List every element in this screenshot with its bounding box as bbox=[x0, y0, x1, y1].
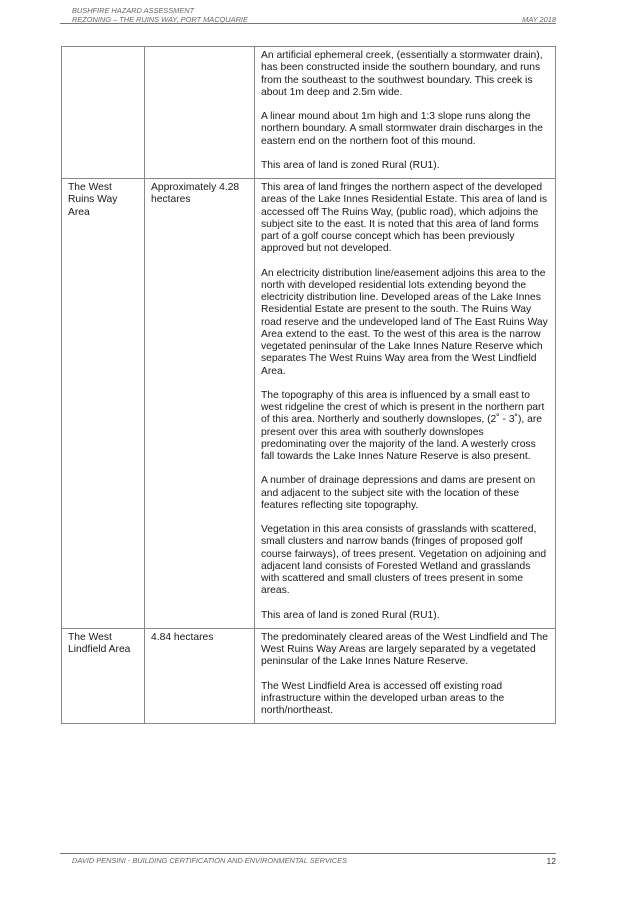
site-description-table bbox=[61, 46, 556, 724]
header-divider bbox=[60, 23, 556, 24]
header-subtitle: REZONING – THE RUINS WAY, PORT MACQUARIE bbox=[72, 15, 248, 24]
size-cell: Approximately 4.28 hectares bbox=[145, 179, 255, 629]
area-cell: The West Ruins Way Area bbox=[62, 179, 145, 629]
description-paragraph: An artificial ephemeral creek, (essentially a stormwater drain), has been constructed inside the southern boundary, and runs from the southeast to the southwest boundary. This creek is about 1m deep and 2.5m wide. bbox=[261, 50, 543, 98]
table-row bbox=[62, 47, 556, 179]
area-cell: The West Lindfield Area bbox=[62, 628, 145, 724]
description-paragraph: The topography of this area is influenced by a small east to west ridgeline the crest of which is present in the northern part of this area. Northerly and southerly downslopes, (2˚ - 3˚), are present over this area with southerly downslopes predominating over the majority of the land. A westerly cross fall towards the Lake Innes Nature Reserve is also present. bbox=[261, 389, 545, 462]
page-footer bbox=[72, 856, 556, 866]
description-paragraph: This area of land is zoned Rural (RU1). bbox=[261, 159, 440, 171]
description-paragraph: An electricity distribution line/easement adjoins this area to the north with developed residential lots extending beyond the electricity distribution line. Developed areas of the Lake Innes Residential Estate are present to the south. The Ruins Way road reserve and the undeveloped land of The East Ruins Way Area extend to the east. To the west of this area is the narrow vegetated peninsular of the Lake Innes Nature Reserve which separates The West Ruins Way area from the West Lindfield Area. bbox=[261, 267, 548, 377]
description-paragraph: This area of land is zoned Rural (RU1). bbox=[261, 609, 440, 621]
description-paragraph: A linear mound about 1m high and 1:3 slope runs along the northern boundary. A small stormwater drain discharges in the eastern end on the northern foot of this mound. bbox=[261, 111, 543, 147]
footer-company: DAVID PENSINI - BUILDING CERTIFICATION AND ENVIRONMENTAL SERVICES bbox=[72, 856, 348, 865]
description-paragraph: A number of drainage depressions and dams are present on and adjacent to the subject site with the location of these features reflecting site topography. bbox=[261, 475, 536, 511]
description-cell bbox=[255, 47, 556, 179]
table-row bbox=[62, 628, 556, 724]
size-cell: 4.84 hectares bbox=[145, 628, 255, 724]
description-cell bbox=[255, 628, 556, 724]
size-cell bbox=[145, 47, 255, 179]
table-row bbox=[62, 179, 556, 629]
page-number: 12 bbox=[546, 856, 556, 866]
description-paragraph: This area of land fringes the northern aspect of the developed areas of the Lake Innes Residential Estate. This area of land is accessed off The Ruins Way, (public road), which adjoins the subject site to the east. It is noted that this area of land forms part of a golf course concept which has been previously approved but not developed. bbox=[261, 182, 548, 255]
page-header bbox=[72, 6, 556, 24]
footer-divider bbox=[60, 853, 556, 854]
description-paragraph: The West Lindfield Area is accessed off existing road infrastructure within the developed urban areas to the north/northeast. bbox=[261, 680, 505, 716]
description-cell bbox=[255, 179, 556, 629]
description-paragraph: Vegetation in this area consists of grasslands with scattered, small clusters and narrow bands (fringes of proposed golf course fairways), of trees present. Vegetation on adjoining and adjacent land consists of Forested Wetland and grasslands with scattered and small clusters of trees present in some areas. bbox=[261, 524, 547, 597]
area-cell bbox=[62, 47, 145, 179]
header-date: MAY 2018 bbox=[522, 15, 556, 24]
header-title: BUSHFIRE HAZARD ASSESSMENT bbox=[72, 6, 195, 15]
description-paragraph: The predominately cleared areas of the West Lindfield and The West Ruins Way Areas are largely separated by a vegetated peninsular of the Lake Innes Nature Reserve. bbox=[261, 631, 548, 668]
